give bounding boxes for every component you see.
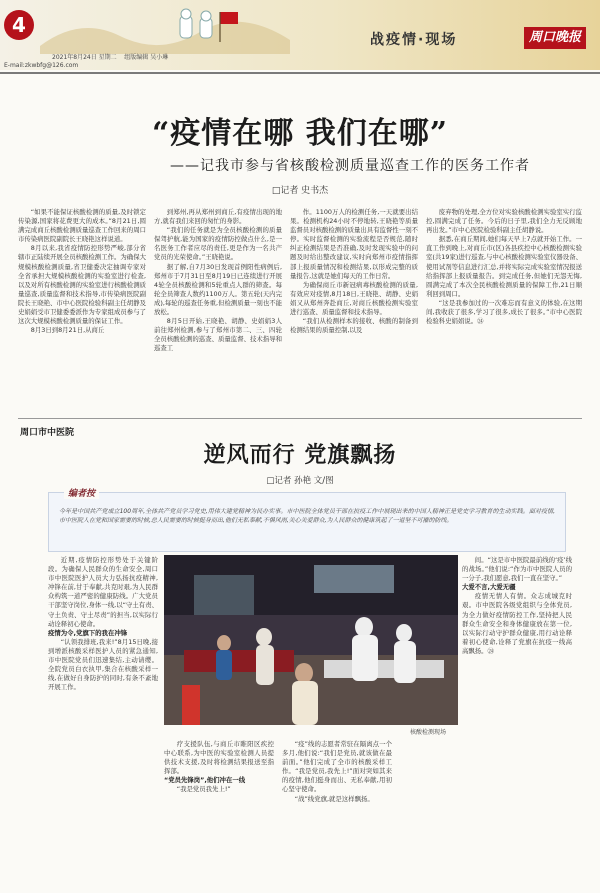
paragraph: 疗支援队伍,与商丘市睢阳区疾控中心联系,为中医的实验室检测人员提供技术支援,及时将检测结果报送至指挥部。 [164,740,274,776]
article2-headline: 逆风而行 党旗飘扬 [203,442,397,468]
article2-byline: □记者 孙艳 文/图 [266,476,334,486]
subheading: “党员先锋岗”,他们冲在一线 [164,776,246,785]
article2-section-label: 周口市中医院 [20,428,75,438]
editor-note-box [48,489,566,552]
photo-caption: 核酸检测现场 [410,729,447,736]
paragraph: 据悉,在商丘期间,她们每天早上7点就开始工作。一直工作到晚上,对商丘市(区)各县疾控中心核酸检测实验室(共19家)进行巡查,与中心核酸检测实验室仪器设备、使用试剂等信息进行汇总,并将实际完成实验室情况报送给指挥部上报质量报告。到完成任务,但她们无怨无悔,圆满完成了本次全民核酸检测质量的保障工作,21日顺利回到周口。 [426,235,582,298]
article2-column-4 [462,556,572,886]
article1-column-3 [290,208,418,413]
paragraph: “战”线党旗,就是这样飘扬。 [294,794,374,803]
editor-note-text: 今年是中国共产党成立100周年,全体共产党员学习党史,用伟大建党精神为民办实事。市中医院全体党员干部在抗疫工作中展现出来的中国人精神正是党史学习教育的生动实践。面对疫情,市中医院人在党和国家需要的时候,总人民需要的时候挺身而出,他们无私奉献,不惧风雨,关心关爱群众,为人民群众的健康筑起了一道坚不可摧的防线。 [59,508,555,524]
section-title: 战疫情·现场 [370,32,458,48]
paragraph: 到郑州,再从郑州到商丘,有疫情出现的地方,就有我们来回的匆忙的身影。 [154,208,282,226]
article1-column-4 [426,208,582,413]
paragraph: 8月以来,我省疫情防控形势严峻,部分省辖市正陆续开展全员核酸检测工作。为确保大规模核酸检测质量,省卫健委决定抽调专家对全省承担大规模核酸检测的实验室进行检查,以及对所有核酸检测的实验室进行核酸检测质量巡查,质量监督和技术指导,市传染病医院副院长王晓艳、市中心医院检验科副主任胡静及史娟娟受市卫健委委派作为专家组成员参与了这次大规模核酸检测质量的保证工作。 [18,244,146,326]
paragraph: “我是党员我先上!” [176,785,231,794]
paragraph: 废弃物的处理,全方位对实验核酸检测实验室实行监控,圆满完成了任务。今后的日子里,我们全力无反顾地再出发。”市中心医院检验科副主任胡静说。 [426,208,582,235]
article2-photo [164,555,458,725]
header-illustration [40,6,290,54]
paragraph: 8月3日到8月21日,从商丘 [30,326,105,335]
contact-email: E-mail:zkwbfg@126.com [4,62,79,69]
article2-column-3 [282,740,392,885]
article1-column-1 [18,208,146,413]
page-number: 4 [4,10,34,40]
paragraph: 据了解,自7月30日发现首例阳性病例后,郑州市于7月31日至8月19日已连续进行开展4轮全员核酸检测和5轮重点人群的筛查。每轮全员筛查人数约1100万人。第五轮(天内完成),每轮的巡查任务重,但检测质量一刻也不能放松。 [154,262,282,317]
paragraph: “这是我参加过的一次难忘而有意义的体验,在这期间,我收获了很多,学习了很多,成长了很多。”市中心医院检验科史娟娟说。㉔ [426,298,582,326]
issue-meta [52,52,168,61]
paragraph: “如果不能保证核酸检测的质量,及时锁定传染源,国家将花费更大的成本。”8月21日,圆满完成商丘核酸检测质量巡查工作回来的周口市传染病医院副院长王晓艳这样说道。 [18,208,146,244]
subheading: 大爱不言,大爱无疆 [462,583,516,592]
layout-editor: 组版编辑 吴小琳 [124,54,169,61]
paragraph: 近期,疫情防控形势处于关键阶段。为确保人民群众的生命安全,周口市中医院医护人员大力弘扬抗疫精神,冲锋在前,甘于奉献,共克时艰,为人民群众构筑一道严密的健康防线。广大党员干部坚守岗位,身体一线,以“守土有责、守土负责、守土尽责”的担当,以实际行动诠释初心使命。 [48,556,158,628]
paragraph: 8月5日开始,王晓艳、胡静、史娟娟3人前往郑州检测,参与了郑州市第二、三、四轮全员核酸检测的巡查、质量监督、技术指导和巡查工 [154,317,282,353]
subheading: 疫情为令,党旗下的我在冲锋 [48,628,128,637]
article1-byline: □记者 史书杰 [271,186,329,196]
editor-note-label: 编者按 [64,486,99,499]
article1-headline: “疫情在哪 我们在哪” [152,116,448,151]
article-divider [18,418,582,419]
article1-subheadline: ——记我市参与省核酸检测质量巡查工作的医务工作者 [170,158,530,174]
paragraph: 间。“这是市中医院最前线的‘疫’线的战场。”他们说:“作为市中医院人员的一分子,我们愿意,我们一直在坚守。” [462,556,572,583]
paragraph: “疫”线的志愿者常驻在隔离点一个多月,他们说:“我们是党员,就该做在最前面。”他们完成了全市的核酸采样工作。“我是党员,我先上!”面对突如其来的疫情,他们挺身而出、无私奉献,用初心坚守使命。 [282,740,392,794]
header-divider [0,72,600,74]
paragraph: 疫情无情人有情。众志成城克时艰。市中医院各级党组织与全体党员,为全力做好疫情防控工作,坚持把人民群众生命安全和身体健康放在第一位,以实际行动守护群众健康,用行动诠释着初心使命,诠释了党旗在抗疫一线高高飘扬。㉔ [462,592,572,655]
article2-column-2 [164,740,274,885]
article2-column-1 [48,556,158,886]
newspaper-logo: 周口晚报 [524,27,586,49]
paragraph: 作。1100万人的检测任务,一天就要出结果。检测机构24小时不停地转,王晓艳等质量监督员对核酸检测的质量出具有监督性一刻不停。实时监督检测的实验流程是否规范,随时纠正检测结果是否准确,及时发现实验中的问题及时给出整改建议,实时向郑州市疫情指挥部上报质量情况和检测结果,以形成完整的质量报告,这就是她们每天的工作日常。 [290,208,418,280]
paragraph: 为确保商丘市新冠病毒核酸检测的质量,有效应对疫情,8月18日,王晓艳、胡静、史娟娟又从郑州奔赴商丘,对商丘核酸检测实验室进行巡查、质量监督和技术指导。 [290,280,418,317]
issue-date: 2021年8月24日 星期二 [52,54,117,61]
paragraph: “我们的任务就是为全员核酸检测的质量保驾护航,能为国家的疫情防控做点什么,是一名医务工作者应尽的责任,更是作为一名共产党员的光荣使命。”王晓艳说。 [154,226,282,262]
page-header [0,0,600,70]
paragraph: “我们从检测样本的接收、核酸的制备到检测结果的质量控制,以及 [290,317,418,335]
article1-column-2 [154,208,282,413]
paragraph: “认领我排班,我来!”8月15日晚,接到增派核酸采样医护人员的紧急通知,市中医院党员们迅速集结,主动请缨。全院党员白衣执甲,集合在核酸采样一线,在做好自身防护的同时,有条不紊地开展工作。 [48,637,158,692]
